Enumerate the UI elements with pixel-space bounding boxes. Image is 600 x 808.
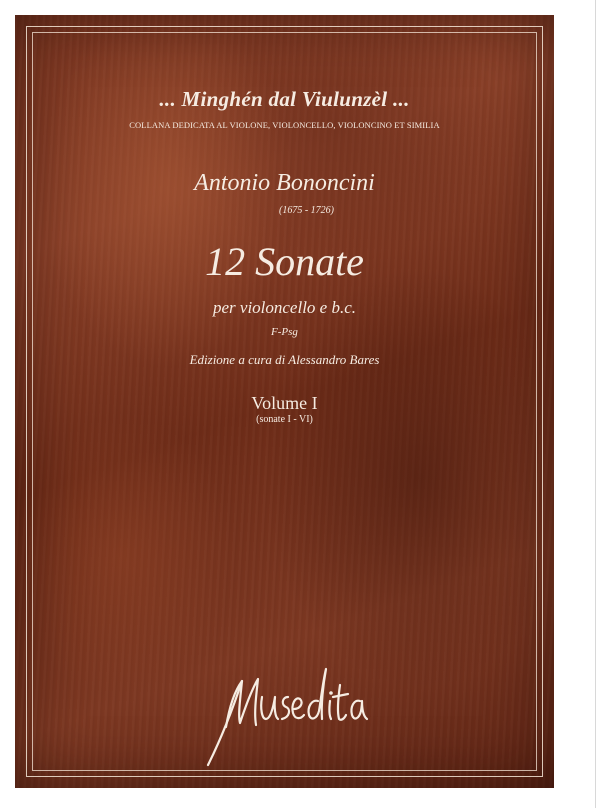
source-siglum: F-Psg [271, 326, 298, 338]
series-title: ... Minghén dal Viulunzèl ... [159, 87, 410, 111]
composer-name: Antonio Bononcini [194, 170, 375, 196]
volume-contents: (sonate I - VI) [256, 414, 313, 425]
volume-label: Volume I [251, 393, 318, 413]
work-title: 12 Sonate [205, 239, 364, 284]
composer-dates: (1675 - 1726) [279, 205, 334, 216]
editor-credit: Edizione a cura di Alessandro Bares [189, 352, 380, 367]
series-subtitle: COLLANA DEDICATA AL VIOLONE, VIOLONCELLO, VIOLONCINO ET SIMILIA [129, 120, 440, 130]
book-cover [15, 15, 554, 788]
musedita-signature-logo-icon [180, 623, 380, 773]
instrumentation: per violoncello e b.c. [212, 298, 357, 317]
scan-edge [595, 0, 596, 808]
